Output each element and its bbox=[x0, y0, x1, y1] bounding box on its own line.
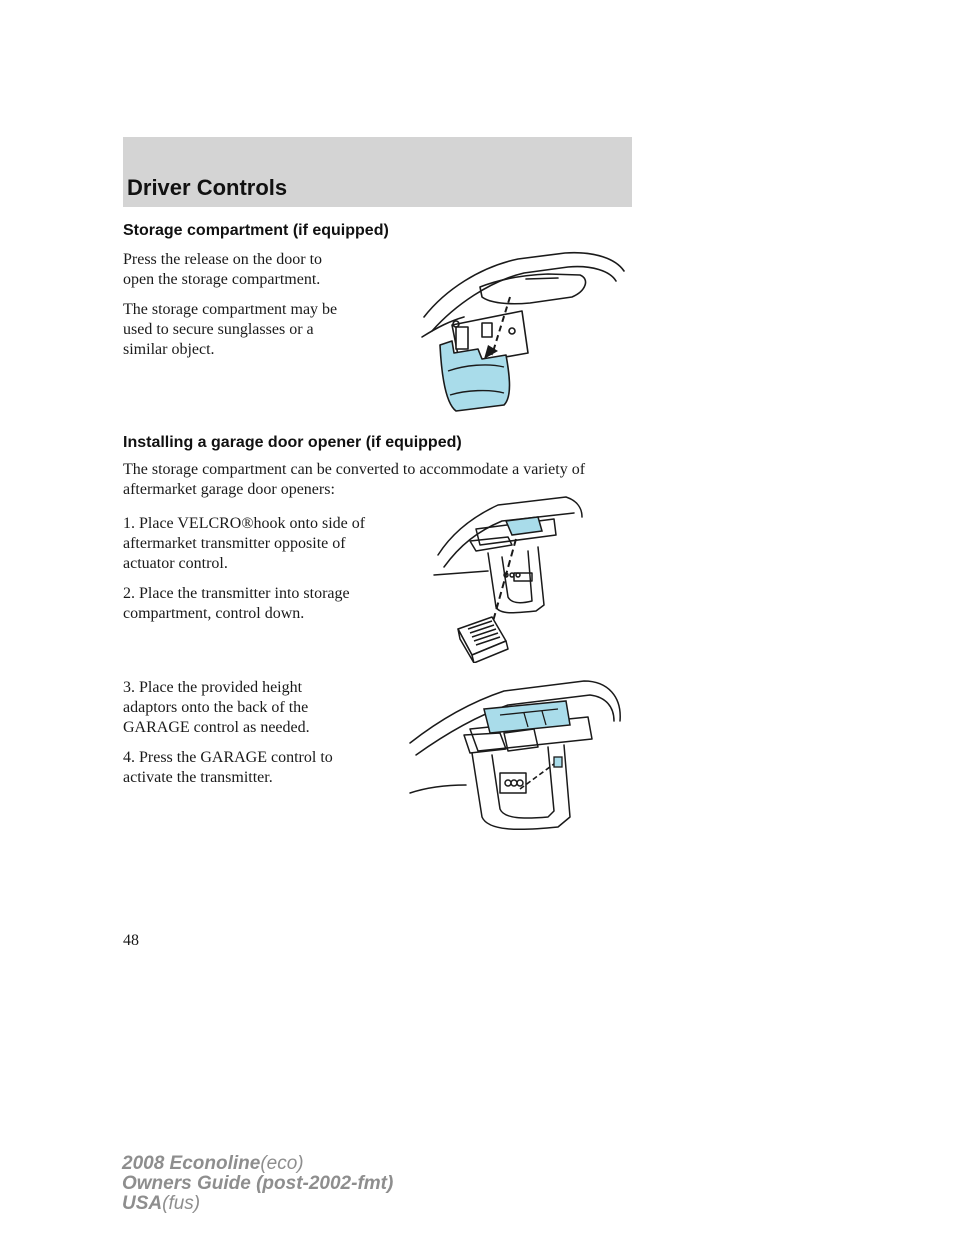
step-3 bbox=[123, 678, 403, 738]
footer-line-3 bbox=[122, 1194, 393, 1214]
footer-line-1 bbox=[122, 1154, 393, 1174]
page-number: 48 bbox=[123, 932, 139, 949]
footer-market-code: (fus) bbox=[162, 1193, 201, 1214]
step-3-line-2: adaptors onto the back of the bbox=[123, 699, 309, 716]
footer-line-2 bbox=[122, 1174, 393, 1194]
footer bbox=[122, 1154, 393, 1214]
garage-control-illustration bbox=[408, 677, 626, 839]
footer-model-code: (eco) bbox=[260, 1153, 304, 1174]
storage-para-2-line-3: similar object. bbox=[123, 341, 215, 358]
step-1-line-2: aftermarket transmitter opposite of bbox=[123, 535, 346, 552]
storage-para-1-line-1: Press the release on the door to bbox=[123, 251, 323, 268]
storage-para-1-line-2: open the storage compartment. bbox=[123, 271, 321, 288]
step-2 bbox=[123, 584, 423, 624]
transmitter-insert-illustration bbox=[432, 495, 588, 663]
garage-control-drawing bbox=[408, 677, 626, 839]
transmitter-insert-drawing bbox=[432, 495, 588, 663]
storage-compartment-drawing bbox=[420, 245, 630, 415]
section-header-band bbox=[123, 137, 632, 207]
storage-heading: Storage compartment (if equipped) bbox=[123, 222, 389, 239]
footer-model: 2008 Econoline bbox=[122, 1153, 261, 1174]
storage-text bbox=[123, 250, 413, 360]
footer-guide-name: Owners Guide (post-2002-fmt) bbox=[122, 1173, 394, 1194]
storage-para-2-line-1: The storage compartment may be bbox=[123, 301, 338, 318]
step-3-line-1: 3. Place the provided height bbox=[123, 679, 303, 696]
step-4 bbox=[123, 748, 403, 788]
step-1 bbox=[123, 514, 423, 574]
section-title: Driver Controls bbox=[127, 175, 288, 200]
garage-steps-1-2 bbox=[123, 514, 423, 624]
garage-intro-line-1: The storage compartment can be converted to accommodate a variety of bbox=[123, 461, 586, 478]
step-4-line-2: activate the transmitter. bbox=[123, 769, 273, 786]
garage-steps-3-4 bbox=[123, 678, 403, 788]
step-1-line-1: 1. Place VELCRO®hook onto side of bbox=[123, 515, 366, 532]
step-2-line-2: compartment, control down. bbox=[123, 605, 305, 622]
footer-market: USA bbox=[122, 1193, 163, 1214]
garage-heading: Installing a garage door opener (if equipped) bbox=[123, 434, 462, 451]
step-4-line-1: 4. Press the GARAGE control to bbox=[123, 749, 333, 766]
garage-intro bbox=[123, 460, 643, 500]
storage-compartment-illustration bbox=[420, 245, 630, 415]
garage-intro-line-2: aftermarket garage door openers: bbox=[123, 481, 335, 498]
step-2-line-1: 2. Place the transmitter into storage bbox=[123, 585, 350, 602]
step-1-line-3: actuator control. bbox=[123, 555, 228, 572]
storage-para-2 bbox=[123, 300, 413, 360]
storage-para-1 bbox=[123, 250, 413, 290]
storage-para-2-line-2: used to secure sunglasses or a bbox=[123, 321, 314, 338]
step-3-line-3: GARAGE control as needed. bbox=[123, 719, 310, 736]
